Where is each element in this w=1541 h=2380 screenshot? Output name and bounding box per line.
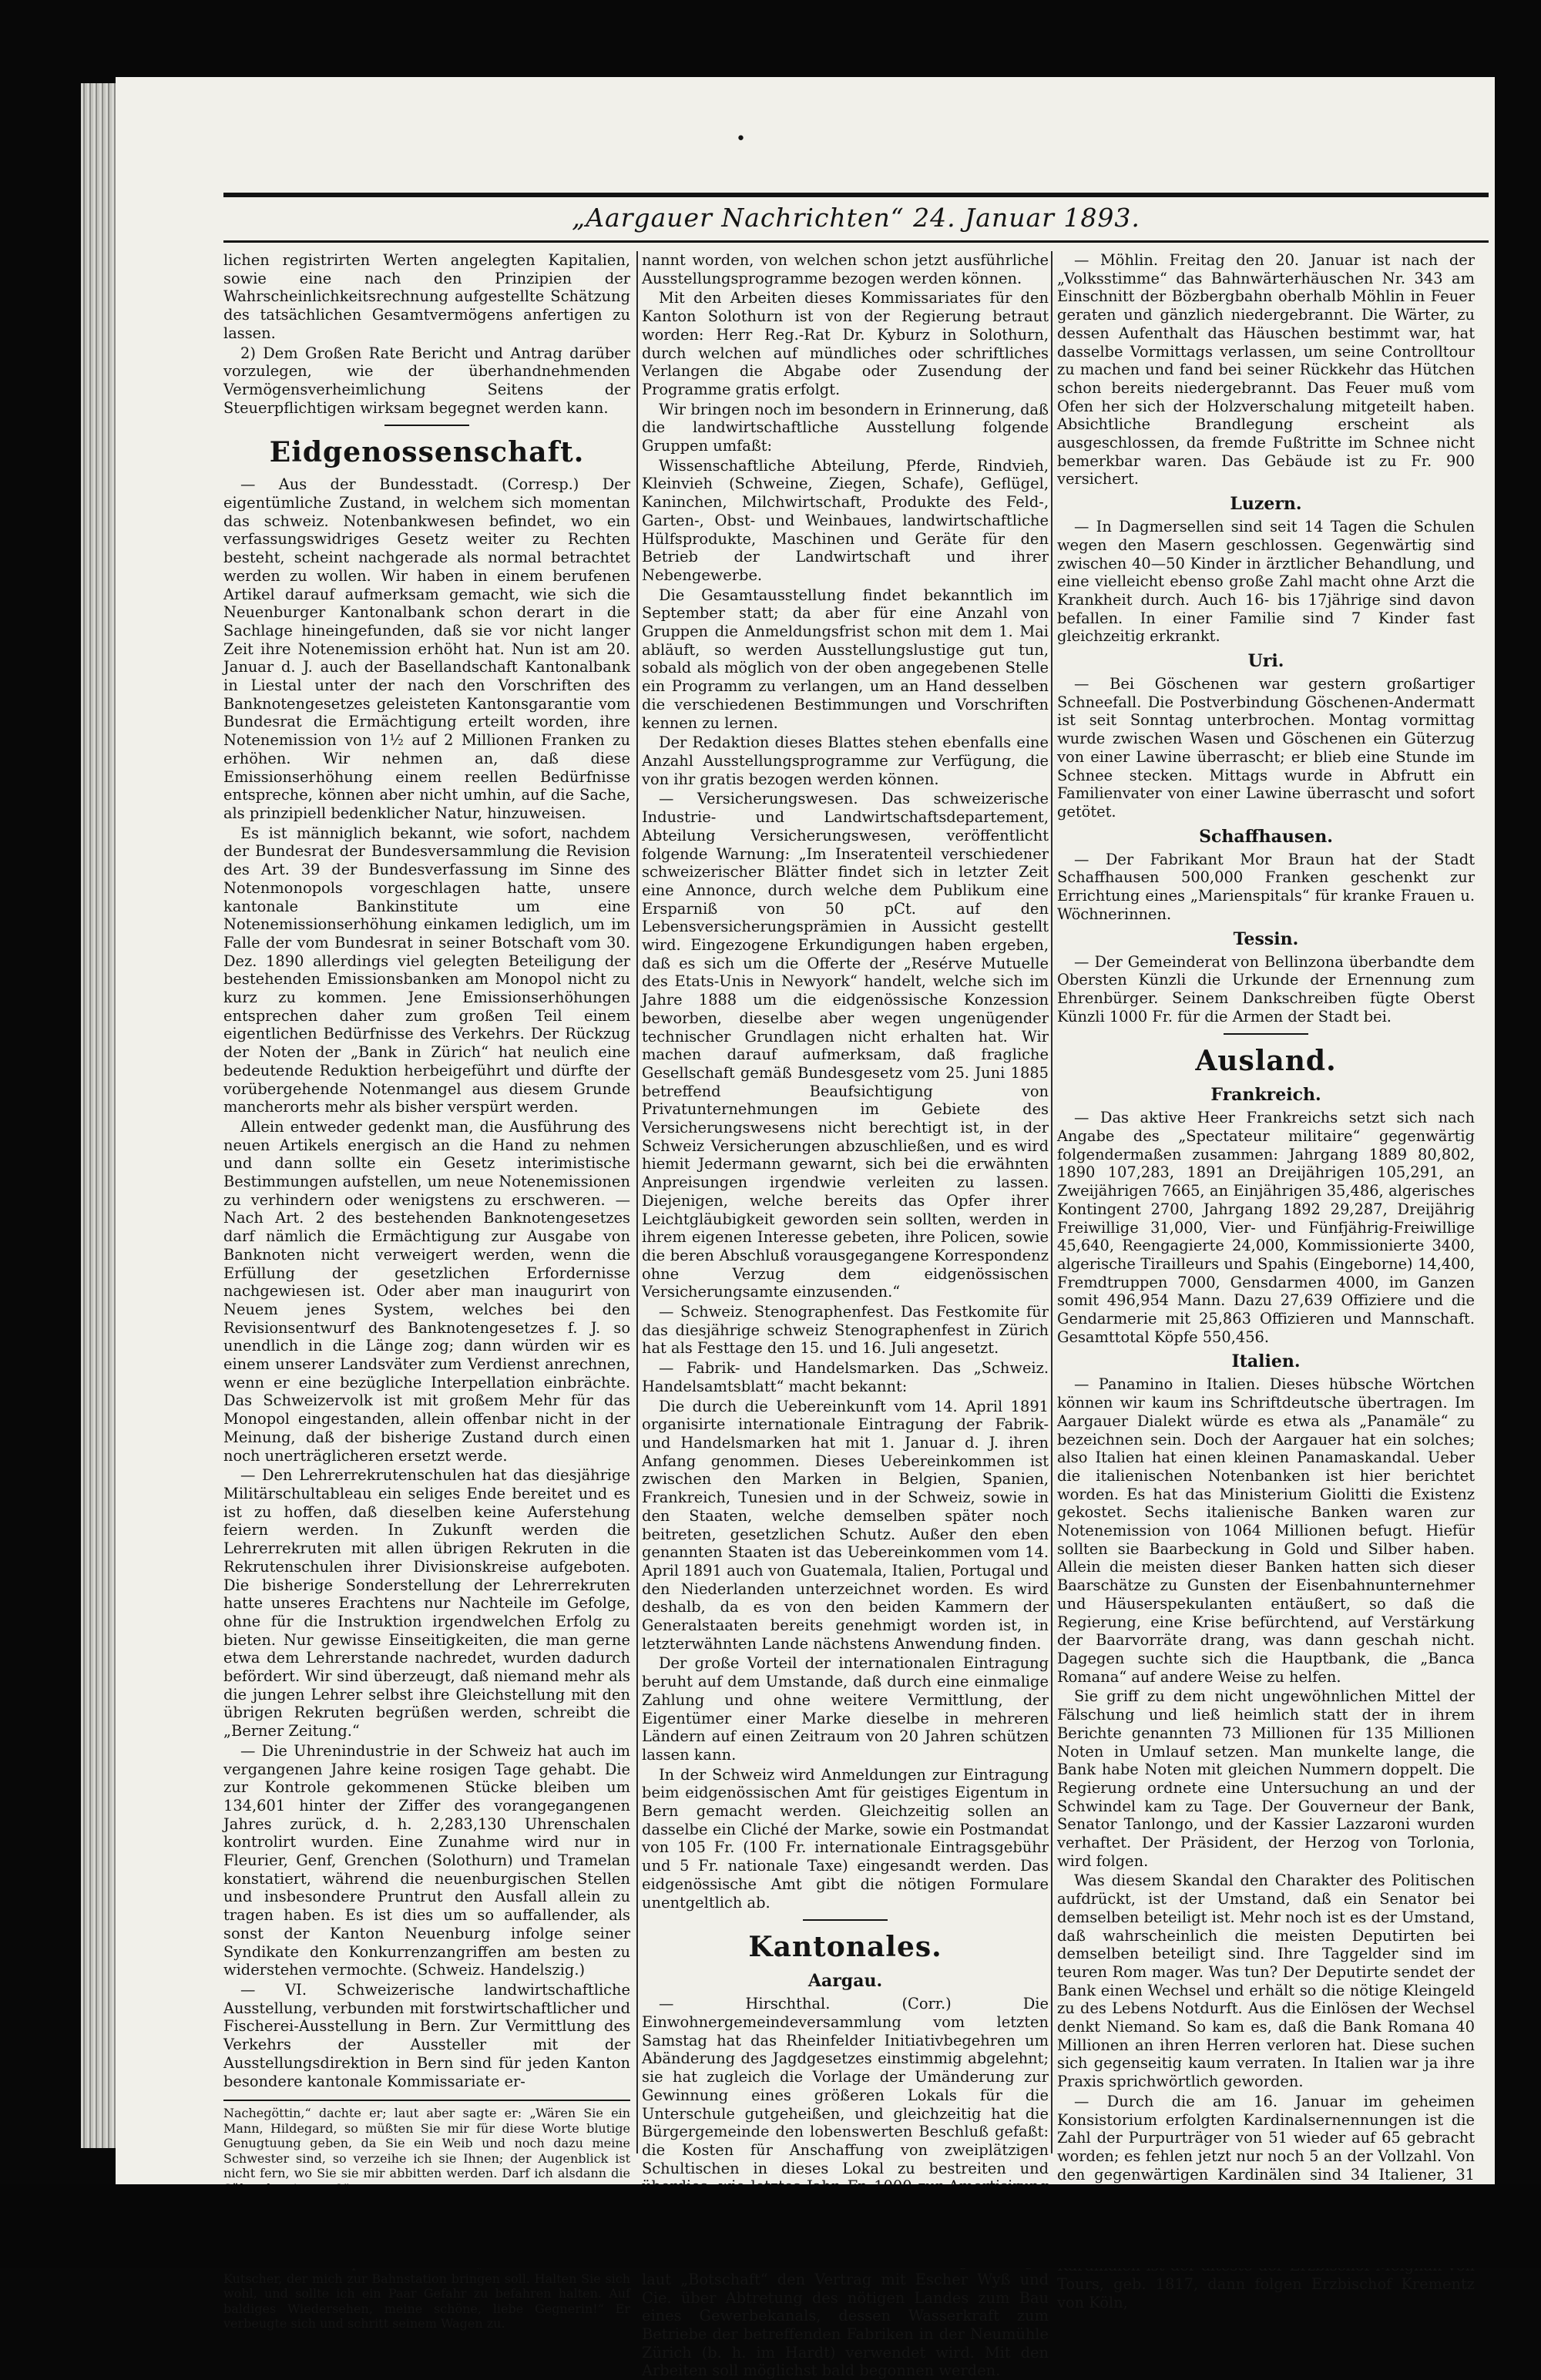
article-panamino: — Panamino in Italien. Dieses hübsche Wörtchen können wir kaum ins Schriftdeutsche übertragen. Im Aargauer Dialekt würde es etwa als „Panamäle“ zu bezeichnen sein. Doch der Aargauer hat ein solches; also Italien hat einen kleinen Panamaskandal. Ueber die italienischen Notenbanken ist hier berichtet worden. Es hat das Ministerium Giolitti die Existenz gekostet. Sechs italienische Banken waren zur Notenemission von 1064 Millionen befugt. Hiefür sollten sie Baarbeckung in Gold und Silber haben. Allein die meisten dieser Banken hatten sich dieser Baarschätze zu Gunsten der Eisenbahnunternehmer und Häuserspekulanten entäußert, so daß die Regierung, eine Krise befürchtend, auf Verstärkung der Baarvorräte drang, was dann geschah nicht. Dagegen suchte sich die Hauptbank, die „Banca Romana“ auf andere Weise zu helfen. bbox=[1057, 1375, 1475, 1686]
article-bundesstadt: — Aus der Bundesstadt. (Corresp.) Der eigentümliche Zustand, in welchem sich momentan das schweiz. Notenbankwesen befindet, wo ein verfassungswidriges Gesetz weiter zu Rechten besteht, scheint nachgerade als normal betrachtet werden zu wollen. Wir haben in einem berufenen Artikel darauf aufmerksam gemacht, wie sich die Neuenburger Kantonalbank schon derart in die Sachlage hineingefunden, daß sie vor nicht langer Zeit ihre Notenemission erhöht hat. Nun ist am 20. Januar d. J. auch der Basellandschaft Kantonalbank in Liestal unter der nach den Vorschriften des Banknotengesetzes geleisteten Kantonsgarantie vom Bundesrat die Ermächtigung erteilt worden, ihre Notenemission von 1½ auf 2 Millionen Franken zu erhöhen. Wir nehmen an, daß diese Emissionserhöhung einem reellen Bedürfnisse entspreche, können aber nicht umhin, auf die Sache, als prinzipiell bedenklicher Natur, hinzuweisen. bbox=[223, 475, 630, 822]
newspaper-page bbox=[116, 77, 1495, 2380]
article-stenographenfest: — Schweiz. Stenographenfest. Das Festkomite für das diesjährige schweiz Stenographenfest in Zürich hat als Festtage den 15. und 16. Juli angesetzt. bbox=[642, 1303, 1049, 1358]
section-title-kantonales: Kantonales. bbox=[748, 1931, 942, 1964]
article-fabrikmarken: — Fabrik- und Handelsmarken. Das „Schweiz. Handelsamtsblatt“ macht bekannt: bbox=[642, 1359, 1049, 1395]
article-heer-frankreich: — Das aktive Heer Frankreichs setzt sich nach Angabe des „Spectateur militaire“ gegenwärtig folgendermaßen zusammen: Jahrgang 1889 80,802, 1890 107,283, 1891 an Dreijährigen 105,291, an Zweijährigen 7665, an Einjährigen 35,486, algerisches Kontingent 2700, Jahrgang 1892 29,287, Dreijährig Freiwillige 31,000, Vier- und Fünfjährig-Freiwillige 45,640, Reengagierte 24,000, Kommissionierte 3400, algerische Tirailleurs und Spahis (Eingeborne) 14,400, Fremdtruppen 7000, Gensdarmen 4000, im Ganzen somit 496,954 Mann. Dazu 27,639 Offiziere und die Gendarmerie mit 25,863 Offizieren und Mannschaft. Gesamttotal Köpfe 550,456. bbox=[1057, 1109, 1475, 1346]
column-2 bbox=[642, 251, 1049, 2380]
paragraph: lichen registrirten Werten angelegten Kapitalien, sowie eine nach den Prinzipien der Wahrscheinlichkeitsrechnung aufgestellte Schätzung des tatsächlichen Gesamtvermögens anfertigen zu lassen. bbox=[223, 251, 630, 342]
subsection-title-luzern: Luzern. bbox=[1230, 494, 1302, 515]
section-title-eidgenossenschaft: Eidgenossenschaft. bbox=[269, 436, 585, 469]
article-goeschenen: — Bei Göschenen war gestern großartiger Schneefall. Die Postverbindung Göschenen-Andermatt ist seit Sonntag unterbrochen. Montag vormittag wurde zwischen Wasen und Göschenen ein Güterzug von einer Lawine überrascht; er blieb eine Stunde im Schnee stecken. Mittags wurde in Abfrutt ein Familienvater von einer Lawine überrascht und sofort getötet. bbox=[1057, 675, 1475, 821]
article-dagmersellen: — In Dagmersellen sind seit 14 Tagen die Schulen wegen den Masern geschlossen. Gegenwärtig sind zwischen 40—50 Kinder in ärztlicher Behandlung, und eine vielleicht ebenso große Zahl macht ohne Arzt die Krankheit durch. Auch 16- bis 17jährige sind davon befallen. In einer Familie sind 7 Kinder fast gleichzeitig erkrankt. bbox=[1057, 518, 1475, 646]
article-lehrerrekruten: — Den Lehrerrekrutenschulen hat das diesjährige Militärschultableau ein seliges Ende bereitet und es ist zu hoffen, daß dieselben keine Auferstehung feiern werden. In Zukunft werden die Lehrerrekruten mit allen übrigen Rekruten in die Rekrutenschulen ihrer Divisionskreise aufgeboten. Die bisherige Sonderstellung der Lehrerrekruten hatte unseres Erachtens nur Nachteile im Gefolge, ohne für die Instruktion irgendwelchen Erfolg zu bieten. Nur gewisse Einseitigkeiten, die man gerne etwa dem Lehrerstande nachredet, wurden dadurch befördert. Wir sind überzeugt, daß niemand mehr als die jungen Lehrer selbst ihre Gleichstellung mit den übrigen Rekruten begrüßen werden, schreibt die „Berner Zeitung.“ bbox=[223, 1466, 630, 1741]
feuilleton-paragraph: Nachegöttin,“ dachte er; laut aber sagte er: „Wären Sie ein Mann, Hildegard, so müßten Sie mir für diese Worte blutige Genugtuung geben, da Sie ein Weib und noch dazu meine Schwester sind, so verzeihe ich sie Ihnen; der Augenblick ist nicht fern, wo Sie sie mir abbitten werden. Darf ich alsdann die bbox=[223, 2106, 630, 2181]
paragraph: Wissenschaftliche Abteilung, Pferde, Rindvieh, Kleinvieh (Schweine, Ziegen, Schafe), Geflügel, Kaninchen, Milchwirtschaft, Produkte des Feld-, Garten-, Obst- und Weinbaues, landwirtschaftliche Hülfsprodukte, Maschinen und Geräte für den Betrieb der Landwirtschaft und ihrer Nebengewerbe. bbox=[642, 456, 1049, 584]
subsection-title-frankreich: Frankreich. bbox=[1210, 1085, 1321, 1106]
column-3 bbox=[1057, 251, 1475, 2311]
separator bbox=[803, 1919, 888, 1921]
paragraph: Es ist männiglich bekannt, wie sofort, nachdem der Bundesrat der Bundesversammlung die Revision des Art. 39 der Bundesverfassung im Sinne des Notenmonopols vorgeschlagen hatte, unsere kantonale Bankinstitute um eine Notenemissionserhöhung einkamen lediglich, um im Falle der vom Bundesrat in seiner Botschaft vom 30. Dez. 1890 allerdings viel gelegten Beteiligung der bestehenden Emissionsbanken am Monopol nicht zu kurz zu kommen. Jene Emissionserhöhungen entsprechen daher zum großen Teil einem eigentlichen Bedürfnisse des Verkehrs. Der Rückzug der Noten der „Bank in Zürich“ hat neulich eine bedeutende Reduktion herbeigeführt und dürfte der vorübergehende Notenmangel aus diesem Grunde mancherorts mehr als bisher verspürt werden. bbox=[223, 824, 630, 1116]
printer-mark: • bbox=[736, 129, 746, 149]
article-moehlin: — Möhlin. Freitag den 20. Januar ist nach der „Volksstimme“ das Bahnwärterhäuschen Nr. 343 am Einschnitt der Bözbergbahn oberhalb Möhlin in Feuer geraten und gänzlich niedergebrannt. Die Wärter, zu dessen Aufenthalt das Häuschen bestimmt war, hat dasselbe Vormittags verlassen, um seine Controlltour zu machen und fand bei seiner Rückkehr das Hütchen schon bereits niedergebrannt. Das Feuer muß vom Ofen her sich der Holzverschalung mitgeteilt haben. Absichtliche Brandlegung erscheint als ausgeschlossen, da fremde Fußtritte im Schnee nicht bemerkbar waren. Das Gebäude ist zu Fr. 900 versichert. bbox=[1057, 251, 1475, 488]
masthead-title: „Aargauer Nachrichten“ 24. Januar 1893. bbox=[572, 203, 1140, 233]
subsection-title-schaffhausen: Schaffhausen. bbox=[1199, 826, 1333, 847]
column-1 bbox=[223, 251, 630, 2331]
separator bbox=[384, 425, 469, 426]
separator bbox=[1224, 1033, 1308, 1035]
paragraph: Wir bringen noch im besondern in Erinnerung, daß die landwirtschaftliche Ausstellung folgende Gruppen umfaßt: bbox=[642, 400, 1049, 455]
feuilleton-separator bbox=[223, 2100, 630, 2101]
article-uhrenindustrie: — Die Uhrenindustrie in der Schweiz hat auch im vergangenen Jahre keine rosigen Tage gehabt. Die zur Kontrole gekommenen Stücke bleiben um 134,601 hinter der Ziffer des vorangegangenen Jahres zurück, d. h. 2,283,130 Uhrenschalen kontrolirt wurden. Eine Zunahme wird nur in Fleurier, Genf, Grenchen (Solothurn) und Tramelan konstatiert, während die neuenburgischen Stellen und insbesondere Pruntrut den Ausfall allein zu tragen haben. Es ist dies um so auffallender, als sonst der Kanton Neuenburg infolge seiner Syndikate den Konkurrenzangriffen am besten zu widerstehen vermochte. (Schweiz. Handelszig.) bbox=[223, 1741, 630, 1979]
article-zufikon: laut „Botschaft“ den Vertrag mit Escher Wyß und Cie. über Abtretung des nötigen Landes zum Bau eines Gewerbekanals, dessen Wasserkraft zum Betriebe der betreffenden Fabriken in der Neumühle Zürich (b. h. im Hardt) verwendet wird. Mit den Arbeiten soll möglichst bald begonnen werden. bbox=[642, 2270, 1049, 2380]
article-ausstellung: — VI. Schweizerische landwirtschaftliche Ausstellung, verbunden mit forstwirtschaftlicher und Fischerei-Ausstellung in Bern. Zur Vermittlung des Verkehrs der Aussteller mit der Ausstellungsdirektion in Bern sind für jeden Kanton besondere kantonale Kommissariate er- bbox=[223, 1980, 630, 2090]
paragraph: Mit den Arbeiten dieses Kommissariates für den Kanton Solothurn ist von der Regierung betraut worden: Herr Reg.-Rat Dr. Kyburz in Solothurn, durch welchen auf mündliches oder schriftliches Verlangen die Abgabe oder Zusendung der Programme gratis erfolgt. bbox=[642, 289, 1049, 398]
paragraph: Allein entweder gedenkt man, die Ausführung des neuen Artikels energisch an die Hand zu nehmen und dann sollte ein Gesetz interimistische Bestimmungen aufstellen, um neue Notenemissionen zu verhindern oder wenigstens zu erschweren. — Nach Art. 2 des bestehenden Banknotengesetzes darf nämlich die Ermächtigung zur Ausgabe von Banknoten nicht verweigert werden, wenn die Erfüllung der gesetzlichen Erfordernisse nachgewiesen ist. Oder aber man inaugurirt von Neuem jenes System, welches bei den Revisionsentwurf des Banknotengesetzes f. J. so unendlich in die Länge zog; dann würden wir es einem unserer Landsväter zum Verdienst anrechnen, wenn er eine bezügliche Interpellation einbrächte. Das Schweizervolk ist mit großem Mehr für das Monopol eingestanden, allein offenbar nicht in der Meinung, daß der bisherige Zustand durch einen noch unerträglicheren ersetzt werde. bbox=[223, 1117, 630, 1465]
paragraph: Der große Vorteil der internationalen Eintragung beruht auf dem Umstande, daß durch eine einmalige Zahlung und ohne weitere Vermittlung, der Eigentümer einer Marke dieselbe in mehreren Ländern auf einen Zeitraum von 20 Jahren schützen lassen kann. bbox=[642, 1654, 1049, 1764]
article-bellinzona: — Der Gemeinderat von Bellinzona überbandte dem Obersten Künzli die Urkunde der Ernennung zum Ehrenbürger. Seinem Dankschreiben fügte Oberst Künzli 1000 Fr. für die Armen der Stadt bei. bbox=[1057, 952, 1475, 1026]
paragraph: 2) Dem Großen Rate Bericht und Antrag darüber vorzulegen, wie der überhandnehmenden Vermögensverheimlichung Seitens der Steuerpflichtigen wirksam begegnet werden kann. bbox=[223, 344, 630, 417]
column-rule-1 bbox=[636, 251, 638, 2153]
article-schaffhausen: — Der Fabrikant Mor Braun hat der Stadt Schaffhausen 500,000 Franken geschenkt zur Errichtung eines „Marienspitals“ für kranke Frauen u. Wöchnerinnen. bbox=[1057, 850, 1475, 923]
subsection-title-tessin: Tessin. bbox=[1233, 928, 1299, 949]
article-kardinaele: — Durch die am 16. Januar im geheimen Konsistorium erfolgten Kardinalsernennungen ist die Zahl der Purpurträger von 51 wieder auf 65 gebracht worden; es fehlen jetzt nur noch 5 an der Vollzahl. Von den gegenwärtigen Kardinälen sind 34 Italiener, 31 Tours, geb. 1817, dann folgen Erzbischof Krementz von Köln, bbox=[1057, 2092, 1475, 2311]
section-title-ausland: Ausland. bbox=[1195, 1045, 1337, 1078]
subsection-title-italien: Italien. bbox=[1231, 1351, 1301, 1372]
masthead-rule-top bbox=[223, 193, 1489, 197]
paragraph: Der Redaktion dieses Blattes stehen ebenfalls eine Anzahl Ausstellungsprogramme zur Verfügung, die von ihr gratis bezogen werden können. bbox=[642, 733, 1049, 788]
paragraph: Was diesem Skandal den Charakter des Politischen aufdrückt, ist der Umstand, daß ein Senator bei demselben beteiligt ist. Mehr noch ist es der Umstand, daß wahrscheinlich die meisten Deputirten bei demselben beteiligt sind. Ihre Taggelder sind im teuren Rom mager. Was tun? Der Deputirte sendet der Bank einen Wechsel und erhält so die nötige Kleingeld zu des Lebens Notdurft. Aus die Einlösen der Wechsel denkt Niemand. So kam es, daß die Bank Romana 40 Millionen an ihren Herren verloren hat. Diese suchen sich gegenseitig kaum verraten. In Italien war ja ihre Praxis sprichwörtlich geworden. bbox=[1057, 1871, 1475, 2091]
paragraph: Sie griff zu dem nicht ungewöhnlichen Mittel der Fälschung und ließ heimlich statt der in ihrem Berichte genannten 73 Millionen für 135 Millionen Noten in Umlauf setzen. Man munkelte lange, die Bank habe Noten mit gleichen Nummern doppelt. Die Regierung ordnete eine Untersuchung an und der Schwindel kam zu Tage. Der Gouverneur der Bank, Senator Tanlongo, und der Kassier Lazzaroni wurden verhaftet. Der Präsident, der Herzog von Torlonia, wird folgen. bbox=[1057, 1687, 1475, 1870]
article-versicherungswesen: — Versicherungswesen. Das schweizerische Industrie- und Landwirtschaftsdepartement, Abteilung Versicherungswesen, veröffentlicht folgende Warnung: „Im Inseratenteil verschiedener schweizerischer Blätter findet sich in letzter Zeit eine Annonce, durch welche dem Publikum eine Ersparniß von 50 pCt. auf den Lebensversicherungsprämien in Aussicht gestellt wird. Eingezogene Erkundigungen haben ergeben, daß es sich um die Offerte der „Resérve Mutuelle des Etats-Unis in Newyork“ handelt, welche sich im Jahre 1888 um die eidgenössische Konzession beworben, dieselbe aber wegen ungenügender technischer Grundlagen nicht erhalten hat. Wir machen darauf aufmerksam, daß fragliche Gesellschaft gemäß Bundesgesetz vom 25. Juni 1885 betreffend Beaufsichtigung von Privatunternehmungen im Gebiete des Versicherungswesens nicht berechtigt ist, in der Schweiz Versicherungen abzuschließen, und es wird hiemit Jedermann gewarnt, sich bei die erwähnten Anpreisungen irgendwie verleiten zu lassen. Diejenigen, welche bereits das Opfer ihrer Leichtgläubigkeit geworden sein sollten, werden in ihrem eigenen Interesse gebeten, ihre Policen, sowie die beren Abschluß vorausgegangene Korrespondenz ohne Verzug dem eidgenössischen Versicherungsamte einzusenden.“ bbox=[642, 790, 1049, 1301]
feuilleton-paragraph: Kutscher, der mich zur Bahnstation bringen soll. Halten Sie sich wohl, und sollte ich ein Paar Gefahr zu befahren halten. Auf baldiges Wiedersehen, meine schöne, liebe Gegnerin!“ Er verbeugte sich und schritt seinem Wagen zu. bbox=[223, 2271, 630, 2331]
subsection-title-aargau: Aargau. bbox=[807, 1971, 883, 1992]
masthead-rule-bottom bbox=[223, 240, 1489, 243]
book-page-edge bbox=[81, 83, 119, 2148]
column-rule-2 bbox=[1051, 251, 1053, 2153]
paragraph: In der Schweiz wird Anmeldungen zur Eintragung beim eidgenössischen Amt für geistiges Eigentum in Bern gemacht werden. Gleichzeitig sollen an dasselbe ein Cliché der Marke, sowie ein Postmandat von 105 Fr. (100 Fr. internationale Eintragsgebühr und 5 Fr. nationale Taxe) eingesandt werden. Das eidgenössische Amt gibt die nötigen Formulare unentgeltlich ab. bbox=[642, 1765, 1049, 1912]
scan-background bbox=[0, 2184, 1541, 2268]
paragraph: Die Gesamtausstellung findet bekanntlich im September statt; da aber für eine Anzahl von Gruppen die Anmeldungsfrist schon mit dem 1. Mai abläuft, so werden Ausstellungslustige gut tun, sobald als möglich von der oben angegebenen Stelle ein Programm zu verlangen, um an Hand desselben die verschiedenen Bestimmungen und Vorschriften kennen zu lernen. bbox=[642, 586, 1049, 732]
article-hirschthal: — Hirschthal. (Corr.) Die Einwohnergemeindeversammlung vom letzten Samstag hat das Rheinfelder Initiativbegehren um Abänderung des Jagdgesetzes einstimmig abgelehnt; sie hat zugleich die Vorlage der Umänderung zur Gewinnung eines größeren Lokals für die Unterschule gutgeheißen, und gleichzeitig hat die Bürgergemeinde den lobenswerten Beschluß gefaßt: die Kosten für Anschaffung von zweiplätzigen Schultischen in dieses Lokal zu bestreiten und bbox=[642, 1995, 1049, 2177]
paragraph: Die durch die Uebereinkunft vom 14. April 1891 organisirte internationale Eintragung der Fabrik- und Handelsmarken hat mit 1. Januar d. J. ihren Anfang genommen. Dieses Uebereinkommen ist zwischen den Marken in Belgien, Spanien, Frankreich, Tunesien und in der Schweiz, sowie in den Staaten, welche demselben später noch beitreten, gesetzlichen Schutz. Außer den eben genannten Staaten ist das Uebereinkommen vom 14. April 1891 auch von Guatemala, Italien, Portugal und den Niederlanden unterzeichnet worden. Es wird deshalb, da es von den beiden Kammern der Generalstaaten bereits genehmigt worden ist, in letzterwähnten Lande nächstens Anwendung finden. bbox=[642, 1397, 1049, 1653]
subsection-title-uri: Uri. bbox=[1247, 651, 1284, 672]
paragraph: nannt worden, von welchen schon jetzt ausführliche Ausstellungsprogramme bezogen werden können. bbox=[642, 251, 1049, 287]
